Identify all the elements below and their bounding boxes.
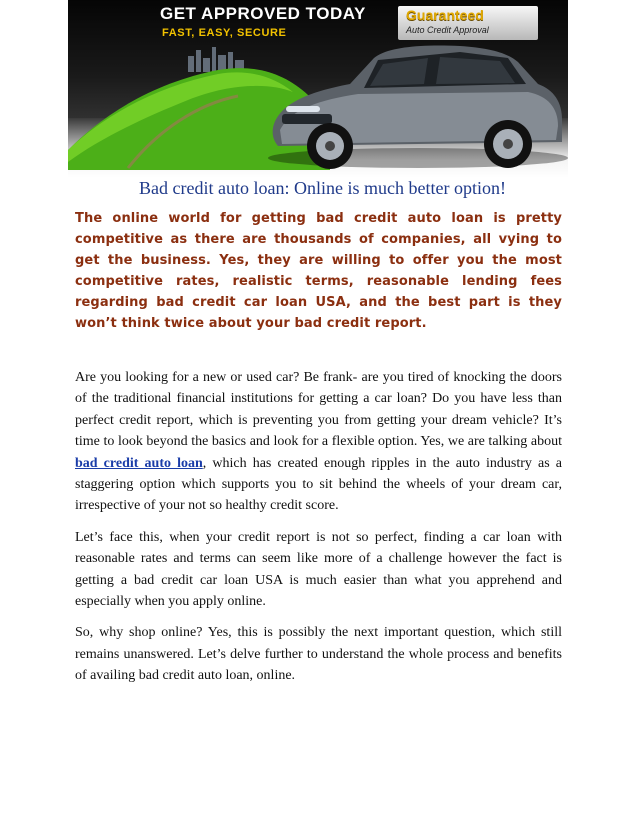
paragraph-3: So, why shop online? Yes, this is possibly the next important question, which still remains unanswered. Let’s delve further to understand the whole process and benefits of availing bad credit auto loan, online. bbox=[75, 625, 562, 684]
banner-tagline: FAST, EASY, SECURE bbox=[162, 27, 287, 39]
paragraph-1-text-a: Are you looking for a new or used car? Be frank- are you tired of knocking the doors of the traditional financial institutions for getting a car loan? Do you have less than perfect credit report, which is preventing you from getting your dream vehicle? It’s time to look beyond the basics and look for a flexible option. Yes, we are talking about bbox=[75, 370, 562, 450]
paragraph-1 bbox=[75, 367, 562, 517]
bad-credit-auto-loan-link[interactable]: bad credit auto loan bbox=[75, 455, 203, 471]
article-intro: The online world for getting bad credit auto loan is pretty competitive as there are thousands of companies, all vying to get the business. Yes, they are willing to offer you the most competitive rates, realistic terms, reasonable lending fees regarding bad credit car loan USA, and the best part is they won’t think twice about your bad credit report. bbox=[75, 211, 562, 331]
paragraph-2: Let’s face this, when your credit report is not so perfect, finding a car loan with reasonable rates and terms can seem like more of a challenge however the fact is getting a bad credit car loan USA is much easier than what you apprehend and especially when you apply online. bbox=[75, 529, 562, 610]
article bbox=[75, 176, 562, 687]
paragraph-1-text-b: , which has created enough ripples in the auto industry as a staggering option which supports you to sit behind the wheels of your dream car, irrespective of your not so healthy credit score. bbox=[75, 455, 562, 514]
logo-title: Guaranteed bbox=[406, 7, 484, 23]
car-image bbox=[268, 46, 568, 170]
banner-headline: GET APPROVED TODAY bbox=[160, 4, 366, 23]
logo-subtitle: Auto Credit Approval bbox=[406, 25, 489, 35]
brand-logo bbox=[398, 6, 538, 40]
header-banner bbox=[68, 0, 568, 178]
article-title: Bad credit auto loan: Online is much better option! bbox=[139, 178, 506, 198]
